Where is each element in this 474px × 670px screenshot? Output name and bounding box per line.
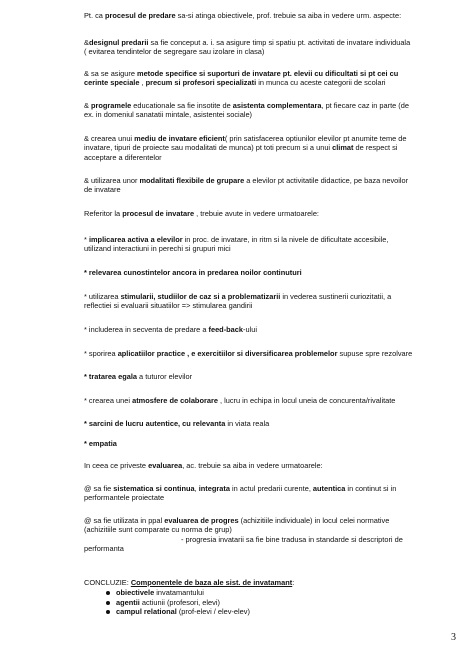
paragraph-learning-environment: & crearea unui mediu de invatare eficient( prin satisfacerea optiunilor elevilor pt anumite teme de invatare, tipuri de proiecte sau modalitati de munca) pt toti precum si a unui climat de respect si acceptare a diferentelor: [84, 134, 407, 162]
page-number: 3: [451, 632, 456, 643]
paragraph-authentic-tasks: * sarcini de lucru autentice, cu relevanta in viata reala: [84, 419, 270, 428]
paragraph-programs: & programele educationale sa fie insotite de asistenta complementara, pt fiecare caz in parte (de ex. in domeniul sanatatii mintale, asistentei sociale): [84, 101, 409, 120]
paragraph-feedback: * includerea in secventa de predare a feed-back-ului: [84, 325, 257, 334]
paragraph-progress-evaluation: @ sa fie utilizata in ppal evaluarea de progres (achizitiile individuale) in locul celei normative (achizitiile sunt comparate cu norma de grup) - progresia invatarii sa fie bine tradusa in standarde si descriptori de performanta: [84, 516, 403, 554]
conclusion-bullet-list: [84, 588, 250, 617]
paragraph-collaboration: * crearea unei atmosfere de colaborare , lucru in echipa in locul uneia de concurenta/rivalitate: [84, 396, 396, 405]
paragraph-specific-methods: & sa se asigure metode specifice si suporturi de invatare pt. elevii cu dificultati si pt cei cu cerinte speciale , precum si profesori specializati in munca cu aceste categorii de scolari: [84, 69, 399, 88]
paragraph-stimulation: * utilizarea stimularii, studiilor de caz si a problematizarii in vederea sustinerii curiozitatii, a reflectiei si evaluarii situatiilor => stimularea gandirii: [84, 292, 392, 311]
paragraph-equal-treatment: * tratarea egala a tuturor elevilor: [84, 372, 193, 381]
paragraph-evaluation-intro: In ceea ce priveste evaluarea, ac. trebuie sa aiba in vedere urmatoarele:: [84, 461, 323, 470]
list-item: obiectivele invatamantului: [84, 588, 250, 598]
bullet-icon: [106, 591, 110, 595]
paragraph-empathy: * empatia: [84, 439, 117, 448]
paragraph-learning-process-intro: Referitor la procesul de invatare , trebuie avute in vedere urmatoarele:: [84, 209, 319, 218]
conclusion-heading: CONCLUZIE: Componentele de baza ale sist. de invatamant:: [84, 578, 295, 587]
list-item: agentii actiunii (profesori, elevi): [84, 598, 250, 608]
bullet-icon: [106, 610, 110, 614]
paragraph-teaching-design: &designul predarii sa fie conceput a. i. sa asigure timp si spatiu pt. activitati de invatare individuala ( evitarea tendintelor de segregare sau izolare in clasa): [84, 38, 411, 57]
paragraph-teaching-process-intro: Pt. ca procesul de predare sa-si atinga obiectivele, prof. trebuie sa aiba in vedere urm. aspecte:: [84, 11, 402, 20]
paragraph-anchor-knowledge: * relevarea cunostintelor ancora in predarea noilor continuturi: [84, 268, 302, 277]
paragraph-practical-applications: * sporirea aplicatiilor practice , e exercitiilor si diversificarea problemelor supuse spre rezolvare: [84, 349, 413, 358]
paragraph-systematic-evaluation: @ sa fie sistematica si continua, integrata in actul predarii curente, autentica in continut si in performantele proiectate: [84, 484, 397, 503]
paragraph-flexible-grouping: & utilizarea unor modalitati flexibile de grupare a elevilor pt activitatile didactice, pe baza nevoilor de invatare: [84, 176, 409, 195]
paragraph-active-involvement: * implicarea activa a elevilor in proc. de invatare, in ritm si la nivele de dificultate accesibile, utilizand interactiuni in perechi si grupuri mici: [84, 235, 389, 254]
bullet-icon: [106, 601, 110, 605]
list-item: campul relational (prof-elevi / elev-elev): [84, 607, 250, 617]
